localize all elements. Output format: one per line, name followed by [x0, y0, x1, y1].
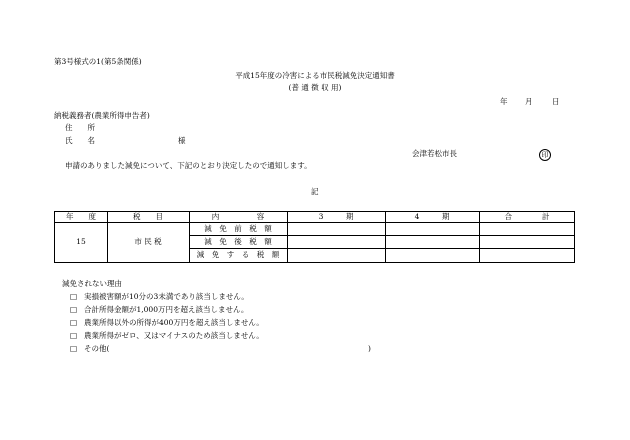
name-label: 氏 名	[65, 136, 95, 145]
seal-mark: 印	[539, 149, 551, 161]
reason-item	[70, 345, 109, 353]
reason-text: 合計所得金額が1,000万円を超え該当しません。	[84, 305, 249, 314]
row-label-before: 減 免 前 税 額	[204, 223, 272, 233]
reason-text: その他(	[84, 344, 110, 353]
checkbox-icon: □	[70, 305, 78, 314]
reason-item	[70, 306, 248, 314]
reason-item	[70, 319, 264, 327]
reason-text: 農業所得がゼロ、又はマイナスのため該当しません。	[84, 331, 264, 340]
checkbox-icon: □	[70, 331, 78, 340]
taxpayer-heading: 納税義務者(農業所得申告者)	[54, 111, 150, 120]
row-label-after: 減 免 後 税 額	[204, 236, 272, 246]
form-id: 第3号様式の1(第5条関係)	[54, 57, 142, 66]
cell-tax: 市 民 税	[134, 237, 162, 247]
reason-text: 実損被害額が10分の3未満であり該当しません。	[84, 292, 249, 301]
other-close-paren: )	[368, 344, 371, 353]
reason-text: 農業所得以外の所得が400万円を超え該当しません。	[84, 318, 264, 327]
document-title: 平成15年度の冷害による市民税減免決定通知書	[235, 71, 395, 80]
tax-table	[54, 211, 575, 263]
reason-item	[70, 293, 249, 301]
checkbox-icon: □	[70, 292, 78, 301]
date-month: 月	[525, 97, 533, 106]
checkbox-icon: □	[70, 344, 78, 353]
date-year: 年	[500, 97, 508, 106]
document-subtitle: (普 通 徴 収 用)	[288, 83, 342, 92]
header-content: 内 容	[211, 212, 265, 222]
date-day: 日	[552, 97, 560, 106]
ki-label: 記	[311, 187, 319, 196]
header-total: 合 計	[504, 212, 550, 222]
intro-text: 申請のありました減免について、下記のとおり決定したので通知します。	[65, 161, 312, 170]
sama-label: 様	[178, 136, 186, 145]
checkbox-icon: □	[70, 318, 78, 327]
header-period-4: 4 期	[414, 212, 450, 222]
issuer-name: 会津若松市長	[412, 149, 457, 158]
header-period-3: 3 期	[318, 212, 354, 222]
cell-year: 15	[76, 237, 86, 247]
address-label: 住 所	[65, 123, 95, 132]
header-year: 年 度	[66, 212, 96, 222]
header-tax: 税 目	[133, 212, 163, 222]
reason-item	[70, 332, 264, 340]
reasons-heading: 減免されない理由	[62, 279, 122, 288]
row-label-reduction: 減 免 す る 税 額	[196, 250, 280, 260]
